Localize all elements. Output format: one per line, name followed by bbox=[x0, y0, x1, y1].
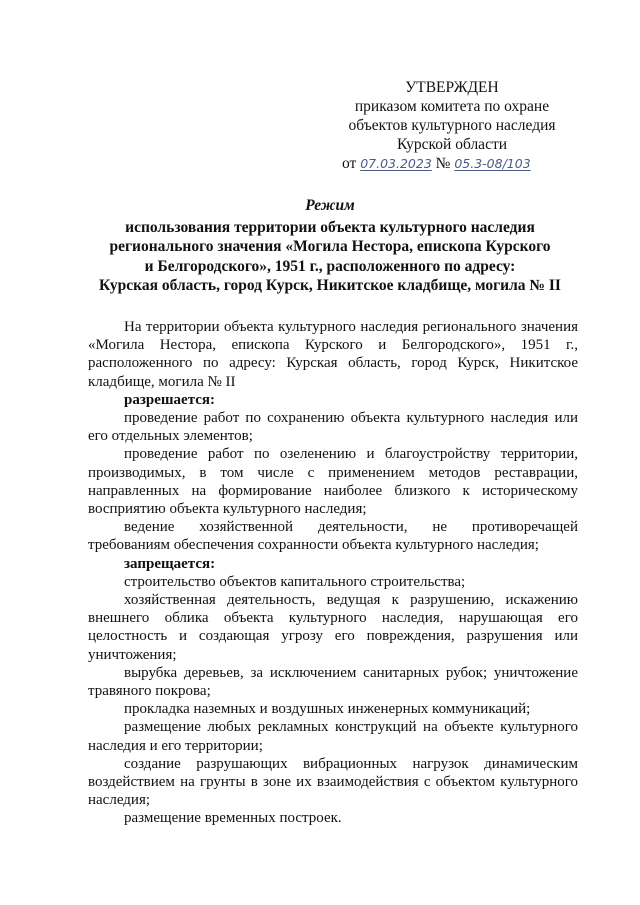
approval-committee: объектов культурного наследия bbox=[348, 117, 556, 134]
forbidden-item: прокладка наземных и воздушных инженерных коммуникаций; bbox=[124, 701, 531, 718]
title-line-2: регионального значения «Могила Нестора, епископа Курского bbox=[109, 238, 551, 255]
approval-stamp bbox=[322, 78, 582, 173]
handwritten-date: 07.03.2023 bbox=[360, 156, 432, 171]
forbidden-item: создание разрушающих вибрационных нагрузок динамическим воздействием на грунты в зоне их взаимодействия с объектом культурного наследия; bbox=[88, 755, 578, 809]
allowed-item: проведение работ по озеленению и благоустройству территории, производимых, в том числе с применением методов реставрации, направленных на формирование наиболее близкого к историческому восприятию объекта культурного наследия; bbox=[88, 446, 578, 518]
title-line-1: использования территории объекта культурного наследия bbox=[125, 218, 535, 236]
allowed-heading: разрешается: bbox=[124, 391, 216, 408]
forbidden-item: вырубка деревьев, за исключением санитарных рубок; уничтожение травяного покрова; bbox=[88, 664, 578, 700]
approval-order: приказом комитета по охране bbox=[354, 98, 550, 115]
title-line-4: Курская область, город Курск, Никитское кладбище, могила № II bbox=[99, 277, 561, 294]
date-prefix: от bbox=[342, 155, 357, 172]
forbidden-item: размещение временных построек. bbox=[124, 810, 342, 827]
approval-title: УТВЕРЖДЕН bbox=[405, 79, 499, 96]
forbidden-heading: запрещается: bbox=[124, 555, 216, 572]
approval-region: Курской области bbox=[396, 136, 508, 153]
approval-date-number bbox=[322, 154, 582, 173]
handwritten-number: 05.3-08/103 bbox=[454, 156, 531, 171]
forbidden-item: строительство объектов капитального строительства; bbox=[124, 573, 466, 590]
forbidden-item: хозяйственная деятельность, ведущая к разрушению, искажению внешнего облика объекта культурного наследия, нарушающая его целостность и создающая угрозу его повреждения, разрушения или уничтожения; bbox=[88, 592, 578, 663]
title-heading: Режим bbox=[305, 197, 355, 214]
title-line-3: и Белгородского», 1951 г., расположенного по адресу: bbox=[144, 257, 516, 275]
number-prefix: № bbox=[435, 155, 451, 172]
document-title bbox=[100, 196, 560, 296]
document-body bbox=[88, 318, 578, 828]
allowed-item: ведение хозяйственной деятельности, не противоречащей требованиям обеспечения сохранности объекта культурного наследия; bbox=[88, 519, 578, 554]
allowed-item: проведение работ по сохранению объекта культурного наследия или его отдельных элементов; bbox=[88, 410, 578, 445]
intro-paragraph: На территории объекта культурного наследия регионального значения «Могила Нестора, епископа Курского и Белгородского», 1951 г., расположенного по адресу: Курская область, город Курск, Никитское кладбище, могила № II bbox=[88, 319, 578, 390]
forbidden-item: размещение любых рекламных конструкций на объекте культурного наследия и его территории; bbox=[88, 719, 578, 754]
